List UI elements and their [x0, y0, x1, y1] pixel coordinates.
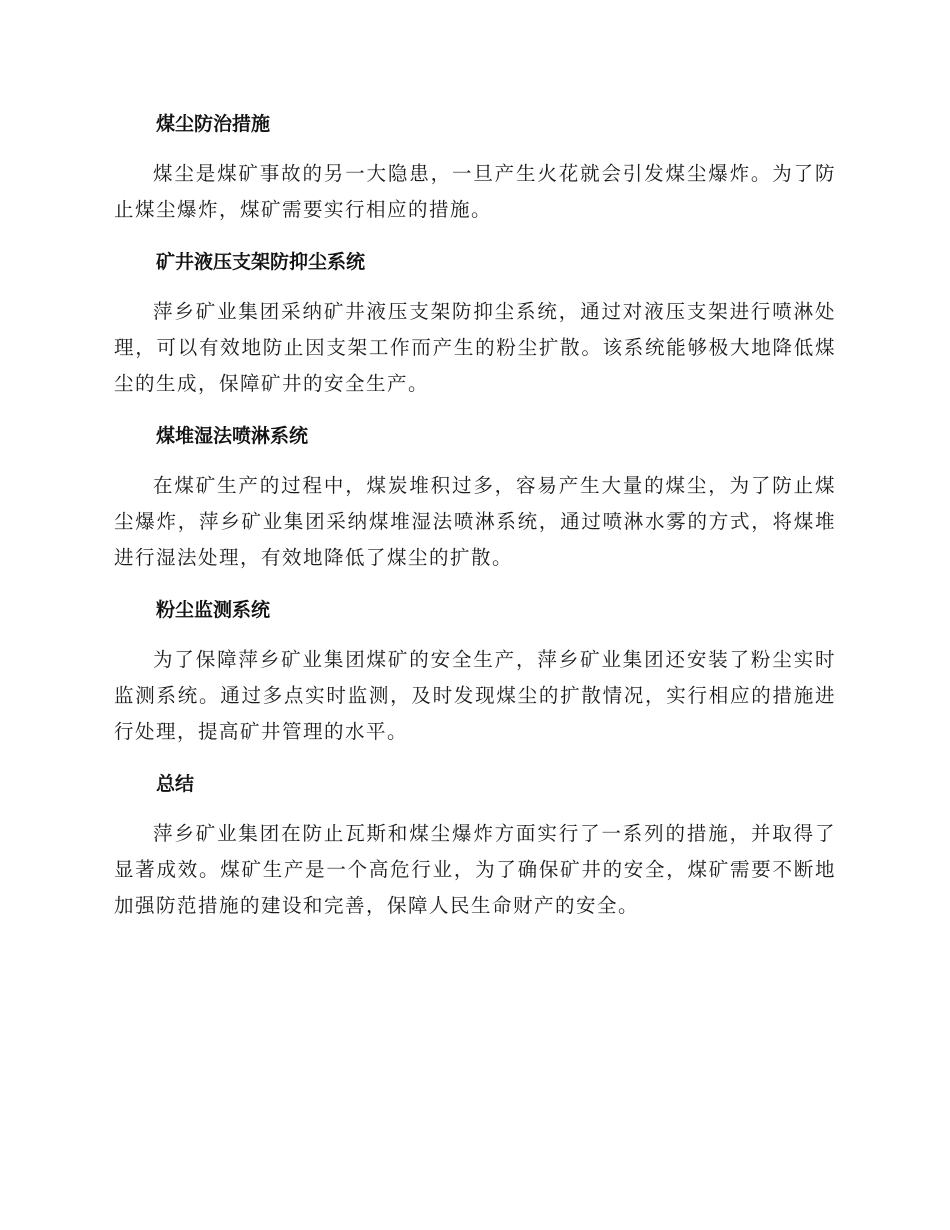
- section-heading: 煤尘防治措施: [156, 113, 271, 135]
- section-heading: 总结: [156, 773, 195, 795]
- section-summary: [114, 766, 836, 924]
- section-hydraulic-support-dust-system: [114, 244, 836, 402]
- section-paragraph: 为了保障萍乡矿业集团煤矿的安全生产，萍乡矿业集团还安装了粉尘实时监测系统。通过多点实时监测，及时发现煤尘的扩散情况，实行相应的措施进行处理，提高矿井管理的水平。: [114, 648, 836, 743]
- section-heading: 矿井液压支架防抑尘系统: [156, 251, 366, 273]
- section-heading: 煤堆湿法喷淋系统: [156, 425, 309, 447]
- section-paragraph: 煤尘是煤矿事故的另一大隐患，一旦产生火花就会引发煤尘爆炸。为了防止煤尘爆炸，煤矿需要实行相应的措施。: [114, 162, 836, 221]
- section-paragraph: 在煤矿生产的过程中，煤炭堆积过多，容易产生大量的煤尘，为了防止煤尘爆炸，萍乡矿业集团采纳煤堆湿法喷淋系统，通过喷淋水雾的方式，将煤堆进行湿法处理，有效地降低了煤尘的扩散。: [114, 474, 836, 569]
- section-dust-monitoring-system: [114, 592, 836, 750]
- section-coal-pile-spray-system: [114, 418, 836, 576]
- section-paragraph: 萍乡矿业集团采纳矿井液压支架防抑尘系统，通过对液压支架进行喷淋处理，可以有效地防止因支架工作而产生的粉尘扩散。该系统能够极大地降低煤尘的生成，保障矿井的安全生产。: [114, 300, 836, 395]
- section-heading: 粉尘监测系统: [156, 599, 271, 621]
- section-dust-prevention: [114, 106, 836, 228]
- section-paragraph: 萍乡矿业集团在防止瓦斯和煤尘爆炸方面实行了一系列的措施，并取得了显著成效。煤矿生产是一个高危行业，为了确保矿井的安全，煤矿需要不断地加强防范措施的建设和完善，保障人民生命财产的安全。: [114, 822, 836, 917]
